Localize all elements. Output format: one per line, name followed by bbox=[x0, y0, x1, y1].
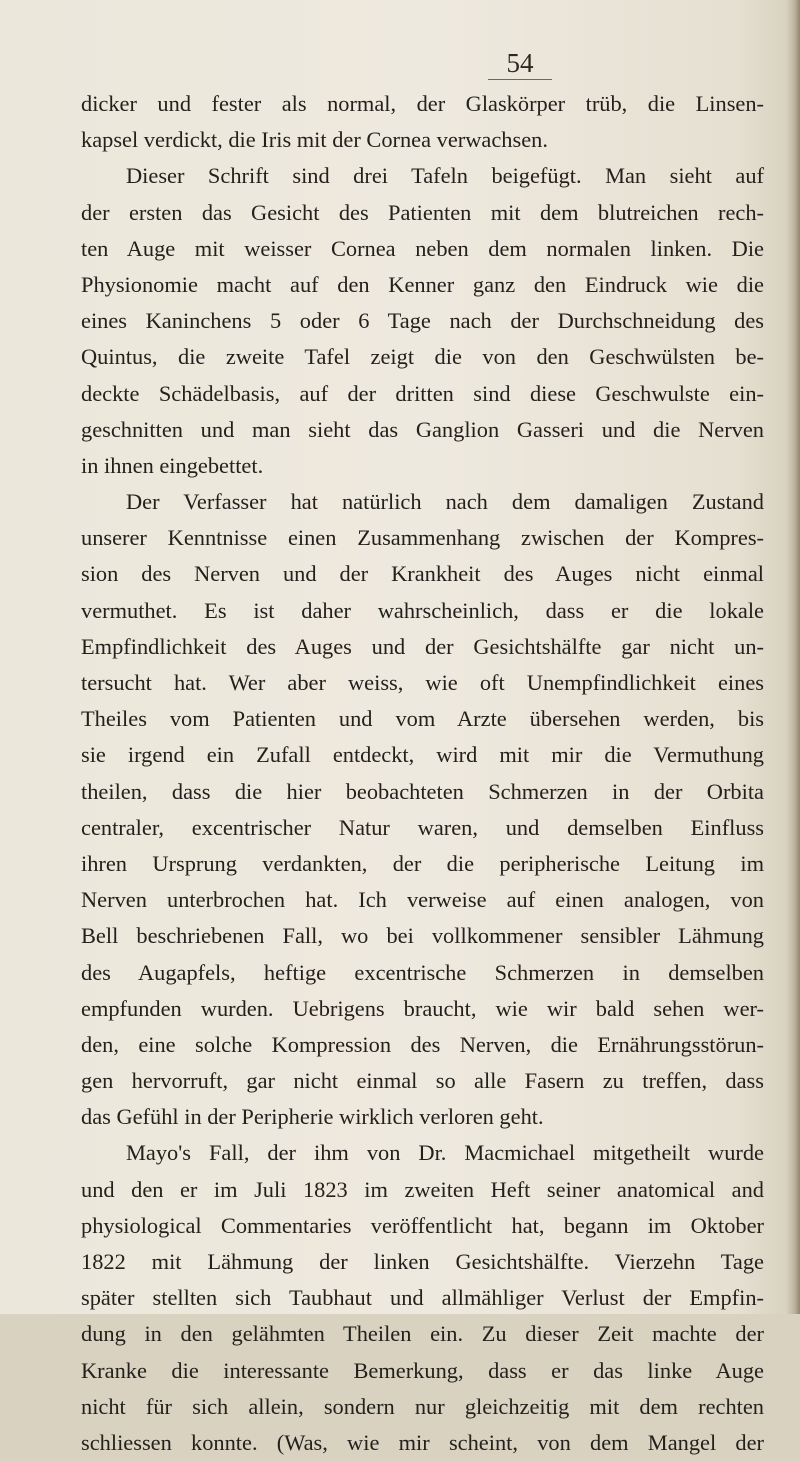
text-line: physiological Commentaries veröffentlicht hat, begann im Oktober bbox=[81, 1212, 764, 1238]
text-line: schliessen konnte. (Was, wie mir scheint, von dem Mangel der bbox=[81, 1429, 764, 1455]
text-line: geschnitten und man sieht das Ganglion Gasseri und die Nerven bbox=[81, 416, 764, 442]
text-line: Nerven unterbrochen hat. Ich verweise auf einen analogen, von bbox=[81, 887, 764, 913]
text-line: gen hervorruft, gar nicht einmal so alle Fasern zu treffen, dass bbox=[81, 1068, 764, 1094]
text-line: centraler, excentrischer Natur waren, und demselben Einfluss bbox=[81, 814, 764, 840]
text-line: des Augapfels, heftige excentrische Schmerzen in demselben bbox=[81, 959, 764, 985]
text-line: tersucht hat. Wer aber weiss, wie oft Unempfindlichkeit eines bbox=[81, 670, 764, 695]
page-number: 54 bbox=[506, 48, 534, 78]
text-line: sie irgend ein Zufall entdeckt, wird mit mir die Vermuthung bbox=[81, 742, 764, 768]
text-line: und den er im Juli 1823 im zweiten Heft seiner anatomical and bbox=[81, 1176, 764, 1202]
text-line: ihren Ursprung verdankten, der die peripherische Leitung im bbox=[81, 850, 764, 876]
text-line: den, eine solche Kompression des Nerven, die Ernährungsstörun- bbox=[81, 1031, 764, 1057]
text-line: Kranke die interessante Bemerkung, dass er das linke Auge bbox=[81, 1357, 764, 1383]
text-line: der ersten das Gesicht des Patienten mit dem blutreichen rech- bbox=[81, 199, 764, 225]
text-line: das Gefühl in der Peripherie wirklich verloren geht. bbox=[81, 1104, 544, 1130]
page-edge-shadow bbox=[786, 0, 800, 1314]
text-line: empfunden wurden. Uebrigens braucht, wie wir bald sehen wer- bbox=[81, 995, 764, 1021]
page-number-underline bbox=[488, 79, 552, 80]
text-line: dung in den gelähmten Theilen ein. Zu dieser Zeit machte der bbox=[81, 1321, 764, 1347]
text-line: vermuthet. Es ist daher wahrscheinlich, dass er die lokale bbox=[81, 597, 764, 623]
text-line: kapsel verdickt, die Iris mit der Cornea verwachsen. bbox=[81, 127, 548, 153]
text-line: Physionomie macht auf den Kenner ganz den Eindruck wie die bbox=[81, 271, 764, 297]
text-line: dicker und fester als normal, der Glaskörper trüb, die Linsen- bbox=[81, 91, 764, 116]
text-line: unserer Kenntnisse einen Zusammenhang zwischen der Kompres- bbox=[81, 525, 764, 551]
text-line: deckte Schädelbasis, auf der dritten sind diese Geschwulste ein- bbox=[81, 380, 764, 406]
text-line: 1822 mit Lähmung der linken Gesichtshälfte. Vierzehn Tage bbox=[81, 1249, 764, 1274]
text-line: später stellten sich Taubhaut und allmähliger Verlust der Empfin- bbox=[81, 1285, 764, 1311]
text-line: Bell beschriebenen Fall, wo bei vollkommener sensibler Lähmung bbox=[81, 923, 764, 949]
text-line: Theiles vom Patienten und vom Arzte übersehen werden, bis bbox=[81, 706, 764, 732]
text-line: in ihnen eingebettet. bbox=[81, 452, 264, 478]
text-line: Der Verfasser hat natürlich nach dem damaligen Zustand bbox=[126, 489, 764, 515]
text-line: Empfindlichkeit des Auges und der Gesichtshälfte gar nicht un- bbox=[81, 633, 764, 659]
text-line: Mayo's Fall, der ihm von Dr. Macmichael mitgetheilt wurde bbox=[126, 1140, 764, 1166]
text-line: theilen, dass die hier beobachteten Schmerzen in der Orbita bbox=[81, 778, 764, 804]
text-line: Quintus, die zweite Tafel zeigt die von den Geschwülsten be- bbox=[81, 344, 764, 370]
body-text bbox=[81, 86, 764, 1461]
text-line: Dieser Schrift sind drei Tafeln beigefügt. Man sieht auf bbox=[126, 163, 764, 189]
text-line: nicht für sich allein, sondern nur gleichzeitig mit dem rechten bbox=[81, 1393, 764, 1419]
text-line: sion des Nerven und der Krankheit des Auges nicht einmal bbox=[81, 561, 764, 587]
text-line: eines Kaninchens 5 oder 6 Tage nach der Durchschneidung des bbox=[81, 308, 764, 334]
text-line: ten Auge mit weisser Cornea neben dem normalen linken. Die bbox=[81, 235, 764, 261]
